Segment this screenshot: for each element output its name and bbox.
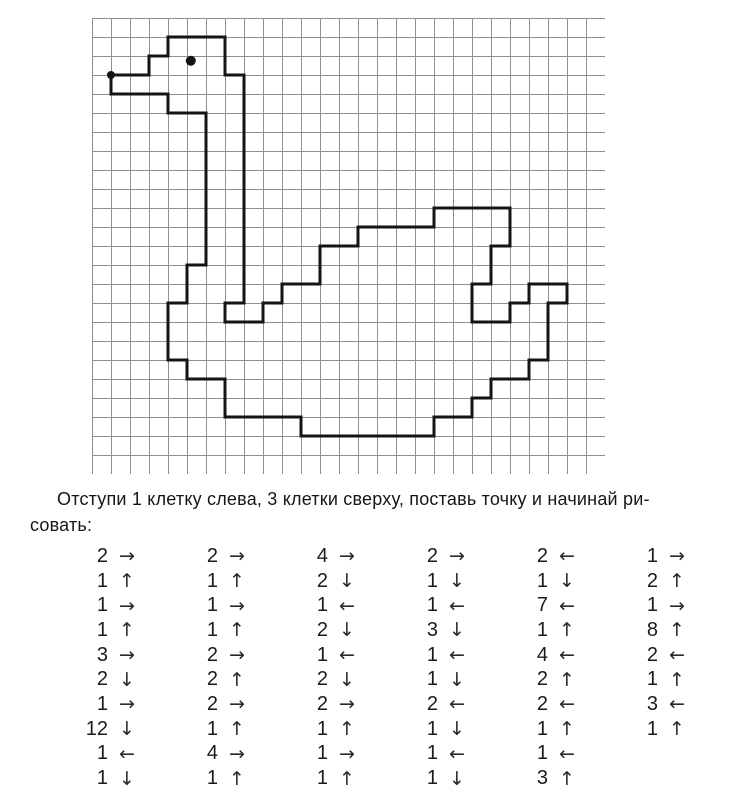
dictation-step <box>626 643 703 668</box>
step-arrow-left-icon: ← <box>339 644 355 667</box>
step-arrow-left-icon: ← <box>669 693 685 716</box>
step-count: 2 <box>536 692 548 715</box>
step-arrow-right-icon: → <box>229 594 245 617</box>
step-arrow-down-icon: ↓ <box>449 718 465 741</box>
dictation-step <box>186 618 263 643</box>
step-count: 1 <box>316 594 328 617</box>
step-count: 1 <box>206 767 218 790</box>
dictation-step <box>186 766 263 791</box>
step-arrow-down-icon: ↓ <box>339 668 355 691</box>
step-count: 2 <box>646 569 658 592</box>
step-count: 7 <box>536 594 548 617</box>
dictation-step <box>516 618 593 643</box>
dictation-step <box>186 742 263 767</box>
step-arrow-up-icon: ↑ <box>669 619 685 642</box>
drawing-grid <box>92 18 605 474</box>
dictation-step <box>76 643 153 668</box>
dictation-step <box>296 544 373 569</box>
step-arrow-down-icon: ↓ <box>119 718 135 741</box>
step-count: 12 <box>85 717 108 740</box>
dictation-step <box>296 593 373 618</box>
step-arrow-up-icon: ↑ <box>559 718 575 741</box>
dictation-step <box>406 643 483 668</box>
step-arrow-up-icon: ↑ <box>229 718 245 741</box>
step-count: 1 <box>96 594 108 617</box>
step-arrow-right-icon: → <box>229 693 245 716</box>
step-count: 4 <box>206 742 218 765</box>
step-count: 1 <box>96 618 108 641</box>
step-arrow-left-icon: ← <box>449 693 465 716</box>
dictation-step <box>406 717 483 742</box>
step-arrow-left-icon: ← <box>559 644 575 667</box>
step-count: 1 <box>206 717 218 740</box>
step-arrow-up-icon: ↑ <box>119 570 135 593</box>
step-arrow-down-icon: ↓ <box>449 570 465 593</box>
step-arrow-left-icon: ← <box>119 742 135 765</box>
step-arrow-up-icon: ↑ <box>669 570 685 593</box>
step-count: 3 <box>426 618 438 641</box>
dictation-step <box>76 742 153 767</box>
step-count: 1 <box>536 742 548 765</box>
step-arrow-up-icon: ↑ <box>119 619 135 642</box>
dictation-step <box>406 618 483 643</box>
steps-column-4 <box>406 544 483 791</box>
step-count: 1 <box>206 569 218 592</box>
step-arrow-right-icon: → <box>339 693 355 716</box>
step-count: 2 <box>536 544 548 567</box>
dictation-step <box>406 766 483 791</box>
dictation-step <box>186 544 263 569</box>
step-arrow-up-icon: ↑ <box>669 718 685 741</box>
dictation-step <box>296 742 373 767</box>
dictation-step <box>296 692 373 717</box>
steps-column-1 <box>76 544 153 791</box>
dictation-step <box>626 544 703 569</box>
dictation-steps-table <box>76 544 703 791</box>
step-count: 2 <box>206 544 218 567</box>
step-arrow-left-icon: ← <box>339 594 355 617</box>
step-count: 1 <box>536 717 548 740</box>
step-count: 2 <box>206 692 218 715</box>
step-arrow-right-icon: → <box>119 644 135 667</box>
dictation-step <box>626 717 703 742</box>
dictation-step <box>406 742 483 767</box>
step-arrow-up-icon: ↑ <box>229 668 245 691</box>
step-arrow-right-icon: → <box>339 742 355 765</box>
step-arrow-down-icon: ↓ <box>339 570 355 593</box>
step-arrow-left-icon: ← <box>449 742 465 765</box>
dictation-step <box>406 667 483 692</box>
step-count: 1 <box>316 717 328 740</box>
instruction-line-2: совать: <box>30 515 93 535</box>
step-count: 1 <box>426 569 438 592</box>
step-arrow-up-icon: ↑ <box>669 668 685 691</box>
step-count: 2 <box>96 668 108 691</box>
step-arrow-left-icon: ← <box>669 644 685 667</box>
step-count: 2 <box>206 668 218 691</box>
dictation-step <box>186 593 263 618</box>
eye-dot <box>186 56 196 66</box>
step-count: 4 <box>536 643 548 666</box>
step-count: 1 <box>646 594 658 617</box>
step-count: 4 <box>316 544 328 567</box>
step-arrow-left-icon: ← <box>559 545 575 568</box>
step-arrow-right-icon: → <box>229 742 245 765</box>
dictation-step <box>626 692 703 717</box>
dictation-step <box>626 618 703 643</box>
step-arrow-down-icon: ↓ <box>119 767 135 790</box>
step-arrow-right-icon: → <box>119 545 135 568</box>
step-arrow-up-icon: ↑ <box>229 767 245 790</box>
dictation-step <box>76 667 153 692</box>
instruction-line-1: Отступи 1 клетку слева, 3 клетки сверху, поставь точку и начинай ри- <box>57 489 650 509</box>
dictation-step <box>296 618 373 643</box>
dictation-step <box>76 717 153 742</box>
step-count: 2 <box>646 643 658 666</box>
dictation-step <box>186 569 263 594</box>
step-arrow-right-icon: → <box>449 545 465 568</box>
step-count: 1 <box>316 767 328 790</box>
step-count: 3 <box>536 767 548 790</box>
step-count: 1 <box>426 594 438 617</box>
step-count: 2 <box>426 544 438 567</box>
step-arrow-down-icon: ↓ <box>449 619 465 642</box>
step-arrow-up-icon: ↑ <box>339 718 355 741</box>
dictation-step <box>516 667 593 692</box>
step-count: 3 <box>646 692 658 715</box>
dictation-step <box>296 569 373 594</box>
dictation-step <box>186 643 263 668</box>
dictation-step <box>516 544 593 569</box>
dictation-step <box>406 569 483 594</box>
step-count: 1 <box>426 767 438 790</box>
dictation-step <box>516 593 593 618</box>
step-arrow-right-icon: → <box>119 594 135 617</box>
step-count: 2 <box>316 692 328 715</box>
step-count: 1 <box>426 668 438 691</box>
step-count: 1 <box>646 717 658 740</box>
step-arrow-left-icon: ← <box>559 693 575 716</box>
step-arrow-up-icon: ↑ <box>339 767 355 790</box>
step-count: 1 <box>426 717 438 740</box>
step-arrow-up-icon: ↑ <box>559 619 575 642</box>
dictation-step <box>76 618 153 643</box>
step-count: 1 <box>206 618 218 641</box>
step-count: 2 <box>96 544 108 567</box>
step-arrow-up-icon: ↑ <box>229 570 245 593</box>
dictation-step <box>296 717 373 742</box>
step-count: 1 <box>96 767 108 790</box>
dictation-step <box>516 569 593 594</box>
step-arrow-right-icon: → <box>229 545 245 568</box>
step-arrow-right-icon: → <box>339 545 355 568</box>
step-arrow-right-icon: → <box>669 545 685 568</box>
step-count: 2 <box>206 643 218 666</box>
steps-column-3 <box>296 544 373 791</box>
step-arrow-up-icon: ↑ <box>229 619 245 642</box>
step-arrow-right-icon: → <box>119 693 135 716</box>
start-dot <box>107 71 115 79</box>
dictation-step <box>516 766 593 791</box>
step-count: 1 <box>426 643 438 666</box>
dictation-step <box>626 593 703 618</box>
dictation-step <box>516 717 593 742</box>
step-count: 1 <box>96 692 108 715</box>
step-arrow-down-icon: ↓ <box>119 668 135 691</box>
dictation-step <box>406 593 483 618</box>
step-count: 2 <box>316 668 328 691</box>
step-count: 1 <box>536 569 548 592</box>
dictation-step <box>296 766 373 791</box>
steps-column-5 <box>516 544 593 791</box>
dictation-step <box>76 692 153 717</box>
dictation-step <box>76 766 153 791</box>
dictation-step <box>626 569 703 594</box>
dictation-step <box>296 643 373 668</box>
dictation-step <box>626 667 703 692</box>
step-arrow-right-icon: → <box>669 594 685 617</box>
dictation-step <box>186 667 263 692</box>
step-count: 1 <box>316 643 328 666</box>
dictation-step <box>516 742 593 767</box>
step-count: 1 <box>96 569 108 592</box>
step-count: 1 <box>646 668 658 691</box>
instruction-paragraph <box>30 486 724 538</box>
step-count: 1 <box>426 742 438 765</box>
step-count: 2 <box>316 618 328 641</box>
step-count: 2 <box>536 668 548 691</box>
step-count: 1 <box>646 544 658 567</box>
step-count: 3 <box>96 643 108 666</box>
dictation-step <box>406 544 483 569</box>
dictation-step <box>186 717 263 742</box>
step-count: 1 <box>316 742 328 765</box>
step-count: 1 <box>96 742 108 765</box>
dictation-step <box>296 667 373 692</box>
dictation-step <box>516 692 593 717</box>
step-arrow-up-icon: ↑ <box>559 668 575 691</box>
step-arrow-down-icon: ↓ <box>339 619 355 642</box>
dictation-step <box>516 643 593 668</box>
step-count: 1 <box>206 594 218 617</box>
step-count: 2 <box>426 692 438 715</box>
step-arrow-right-icon: → <box>229 644 245 667</box>
step-arrow-up-icon: ↑ <box>559 767 575 790</box>
dictation-step <box>76 544 153 569</box>
step-count: 8 <box>646 618 658 641</box>
steps-column-2 <box>186 544 263 791</box>
step-arrow-left-icon: ← <box>449 594 465 617</box>
step-arrow-left-icon: ← <box>559 594 575 617</box>
step-arrow-down-icon: ↓ <box>559 570 575 593</box>
step-arrow-left-icon: ← <box>449 644 465 667</box>
step-arrow-down-icon: ↓ <box>449 668 465 691</box>
dictation-step <box>76 569 153 594</box>
step-arrow-left-icon: ← <box>559 742 575 765</box>
steps-column-6 <box>626 544 703 791</box>
step-arrow-down-icon: ↓ <box>449 767 465 790</box>
dictation-step <box>76 593 153 618</box>
step-count: 1 <box>536 618 548 641</box>
dictation-step <box>186 692 263 717</box>
dictation-step <box>406 692 483 717</box>
step-count: 2 <box>316 569 328 592</box>
